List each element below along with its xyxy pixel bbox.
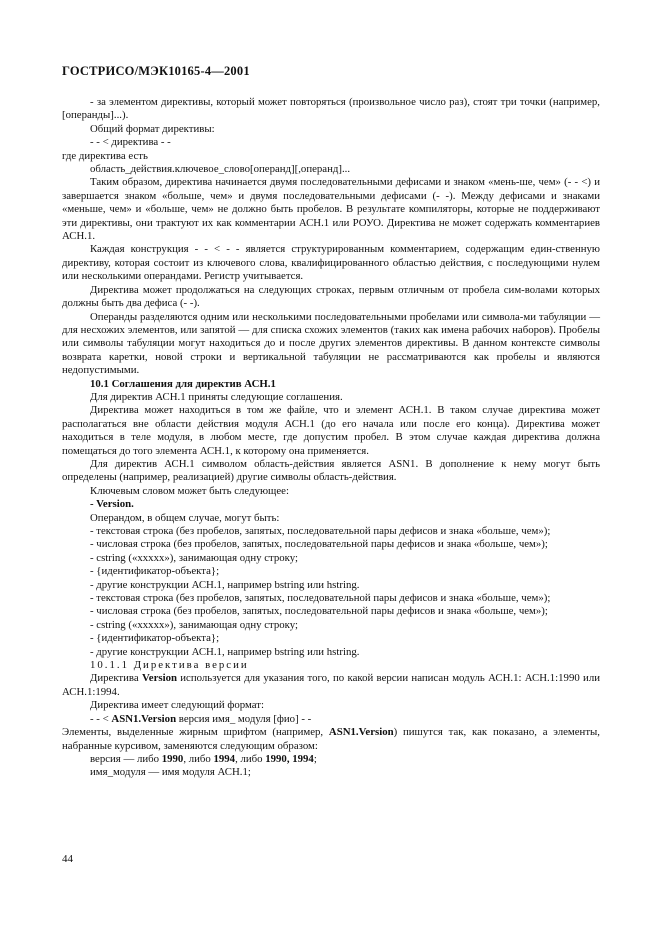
text-run: версия — либо (90, 752, 162, 765)
list-item: - другие конструкции АСН.1, например bstring или hstring. (90, 645, 360, 658)
body-text (62, 96, 600, 780)
paragraph: Ключевым словом может быть следующее: (90, 484, 289, 497)
paragraph (62, 726, 600, 753)
paragraph: Директива может находиться в том же файле, что и элемент АСН.1. В таком случае директива может располагаться вне области действия модуля АСН.1 (до его начала или после его конца). Директива может находиться в теле модуля, в любом месте, где допустим пробел. В этом случае каждая директива должна помещаться до того элемента АСН.1, к которому она применяется. (62, 404, 600, 457)
page-header: ГОСТРИСО/МЭК10165-4—2001 (62, 64, 250, 78)
list-item: - cstring («xxxxx»), занимающая одну строку; (90, 618, 299, 631)
text-run: , либо (183, 752, 214, 765)
text-run-bold: 1990 (161, 752, 184, 765)
paragraph (62, 672, 600, 699)
paragraph: Операнды разделяются одним или несколькими последовательными пробелами или символа-ми табуляции — для несхожих элементов, или запятой — для списка схожих элементов (таких как имена рабочих наборов). Пробелы или символы табуляции могут находиться до и после других элементов директивы. В данном контексте символы возврата каретки, новой строки и вертикальной табуляции не рассматриваются как пробелы и являются недопустимыми. (62, 310, 600, 377)
version-directive-format (62, 713, 600, 726)
text-run: Директива (90, 672, 142, 685)
list-item: - другие конструкции АСН.1, например bstring или hstring. (90, 578, 360, 591)
directive-format: - - < директива - - (90, 136, 171, 149)
list-item: - текстовая строка (без пробелов, запятых, последовательной пары дефисов и знака «больше, чем»); (90, 525, 551, 537)
list-item: - числовая строка (без пробелов, запятых, последовательной пары дефисов и знака «больше, чем»); (90, 538, 548, 551)
paragraph: Общий формат директивы: (90, 122, 215, 135)
directive-syntax: область_действия.ключевое_слово[операнд][,операнд]... (90, 163, 351, 176)
list-item: - числовая строка (без пробелов, запятых, последовательной пары дефисов и знака «больше, чем»); (90, 605, 548, 618)
keyword-version: - Version. (90, 498, 134, 511)
paragraph: имя_модуля — имя модуля АСН.1; (90, 766, 251, 779)
text-run-bold: ASN1.Version (111, 712, 177, 725)
paragraph: Директива может продолжаться на следующих строках, первым отличным от пробела сим-волами которых должны быть два дефиса (- -). (62, 283, 600, 310)
text-run: используется для указания того, по какой версии написан модуль АСН.1: АСН.1:1990 или АСН.1:1994. (62, 672, 600, 698)
paragraph: Для директив АСН.1 символом область-действия является ASN1. В дополнение к нему могут быть определены (например, реализацией) другие символы область-действия. (62, 457, 600, 484)
paragraph: - за элементом директивы, который может повторяться (произвольное число раз), стоят три точки (например, [операнды]...). (62, 96, 600, 122)
paragraph: Каждая конструкция - - < - - является структурированным комментарием, содержащим един-ственную директиву, которая состоит из ключевого слова, квалифицированного областью действия, с последующими нулем или несколькими операндами. Регистр учитывается. (62, 243, 600, 283)
paragraph: Директива имеет следующий формат: (90, 699, 264, 712)
text-run: ) пишутся так, как показано, а элементы, набранные курсивом, заменяются следующим образом: (62, 726, 600, 752)
text-run-bold: ASN1.Version (328, 726, 394, 739)
section-heading-10-1: 10.1 Соглашения для директив АСН.1 (90, 377, 276, 390)
paragraph: Для директив АСН.1 приняты следующие соглашения. (90, 390, 343, 403)
page-number: 44 (62, 853, 73, 865)
text-run-bold: 1990, 1994 (265, 752, 314, 765)
text-run: - - < (90, 712, 112, 725)
list-item: - cstring («xxxxx»), занимающая одну строку; (90, 551, 299, 564)
paragraph: где директива есть (62, 149, 148, 162)
text-run: ; (313, 752, 317, 765)
text-run-bold: Version (141, 672, 177, 685)
text-run-bold: 1994 (213, 752, 236, 765)
text-run: Элементы, выделенные жирным шрифтом (например, (62, 726, 329, 739)
list-item: - {идентификатор-объекта}; (90, 632, 220, 645)
paragraph (62, 753, 600, 766)
section-heading-10-1-1: 10.1.1 Директива версии (90, 659, 249, 672)
paragraph: Операндом, в общем случае, могут быть: (90, 511, 280, 524)
text-run: , либо (235, 752, 266, 765)
paragraph: Таким образом, директива начинается двумя последовательными дефисами и знаком «мень-ше, чем» (- - <) и завершается знаком «больше, чем» и двумя последовательными дефисами (- -). Между дефисами и знаками «меньше, чем» и «больше, чем» не должно быть пробелов. В результате компиляторы, которые не поддерживают эти директивы, они трактуют их как комментарии АСН.1 или РОУО. Директива не может содержать комментариев АСН.1. (62, 176, 600, 243)
list-item: - текстовая строка (без пробелов, запятых, последовательной пары дефисов и знака «больше, чем»); (90, 592, 551, 605)
text-run: версия имя_ модуля [фио] - - (176, 712, 312, 725)
list-item: - {идентификатор-объекта}; (90, 565, 220, 578)
